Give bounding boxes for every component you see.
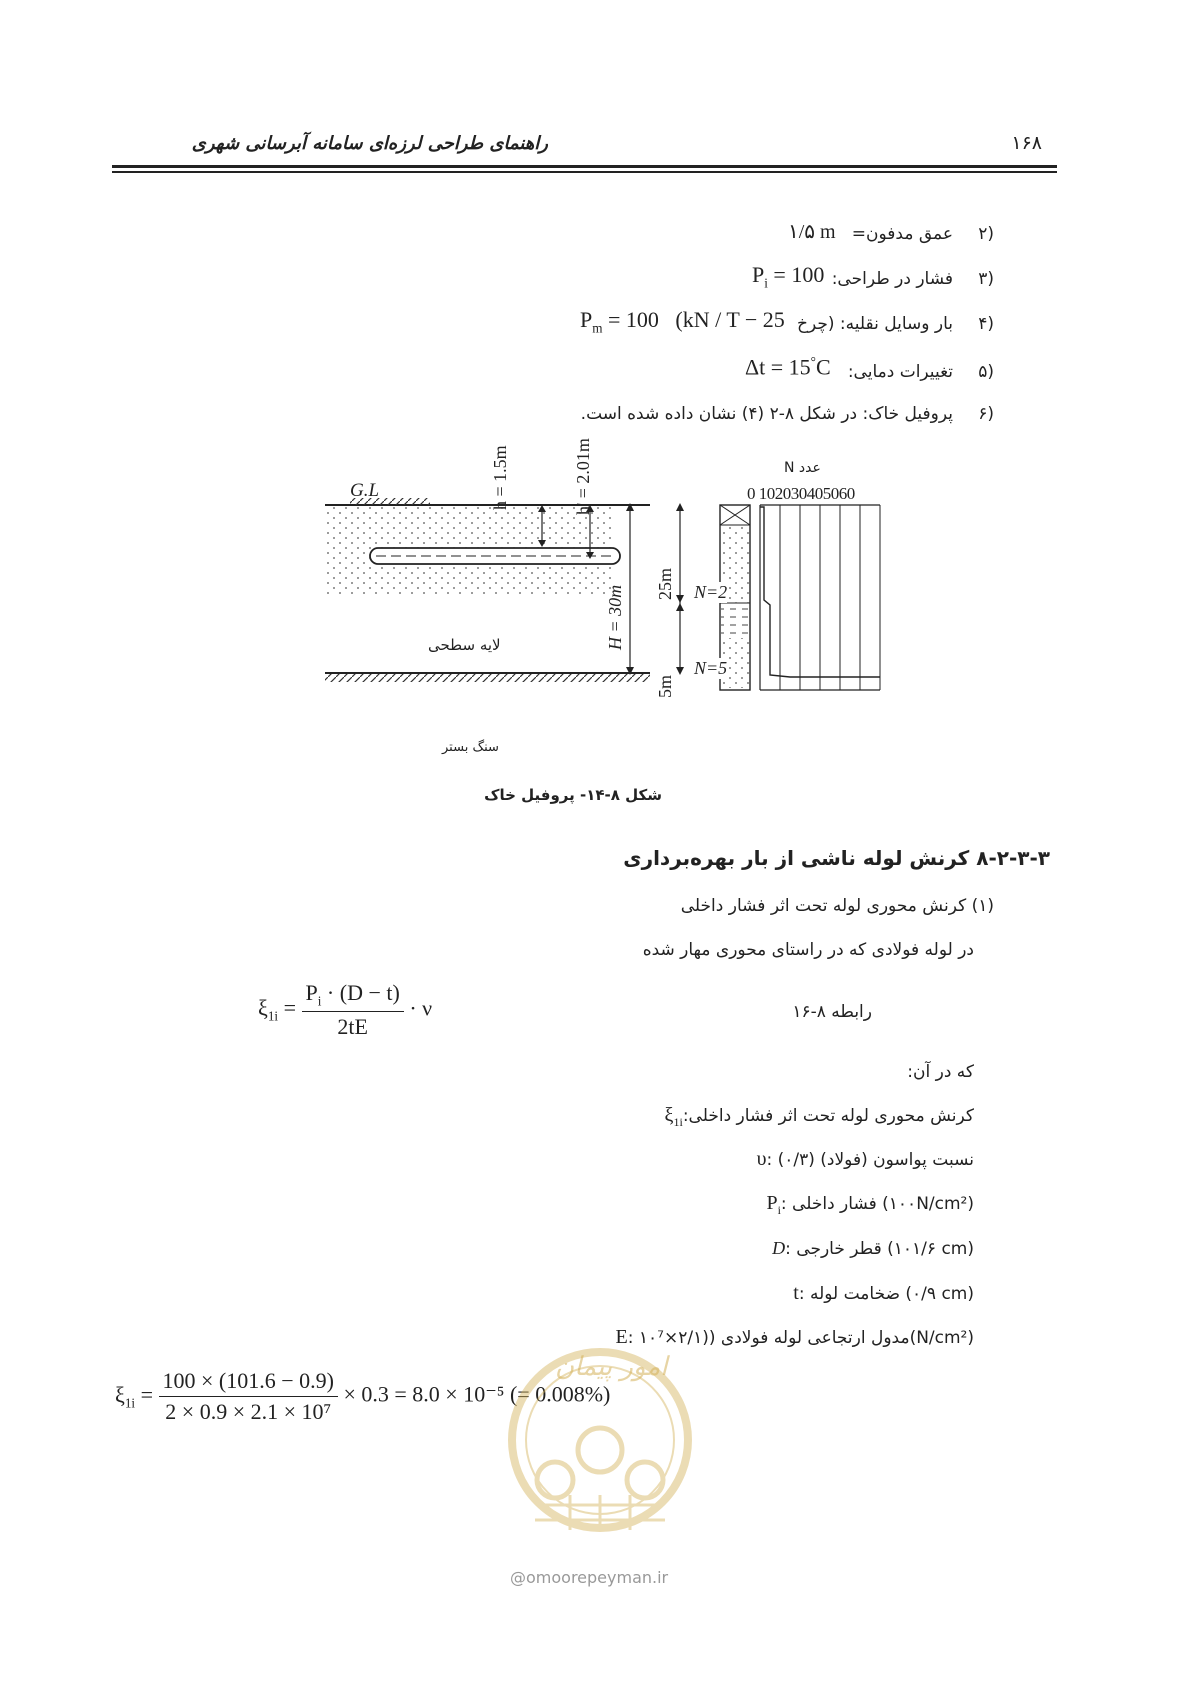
upper-depth-label: 25m xyxy=(655,567,675,600)
header-rule-thin xyxy=(112,171,1057,173)
definition-row: D: قطر خارجی (۱۰۱/۶ cm) xyxy=(772,1238,974,1259)
section-heading: ۸-۲-۳-۳ کرنش لوله ناشی از بار بهره‌برداری xyxy=(623,846,1050,870)
n-tick: 50 xyxy=(822,484,839,503)
subsection-item: (۱) کرنش محوری لوله تحت اثر فشار داخلی xyxy=(680,896,994,916)
n-tick: 10 xyxy=(758,484,775,503)
page-number: ۱۶۸ xyxy=(1011,132,1042,154)
list-item-math: $P_m = 100$ (kN / T − 25 xyxy=(580,307,785,336)
gl-label: G.L xyxy=(350,480,380,501)
n-upper-label: N=2 xyxy=(694,582,728,602)
figure-caption: شکل ۸-۱۴- پروفیل خاک xyxy=(484,786,662,804)
watermark-url: @omoorepeyman.ir xyxy=(510,1568,669,1587)
where-label: که در آن: xyxy=(907,1062,974,1082)
definition-row: $\xi_{1i}:کرنش$ محوری لوله تحت اثر فشار داخلی xyxy=(664,1104,974,1129)
definition-text: : مدول ارتجاعی لوله فولادی ((۲/۱×۱۰⁷(N/cm²) xyxy=(627,1328,974,1348)
list-item-text: تغییرات دمایی: xyxy=(847,362,953,382)
list-item-math: $P_i = 100$ xyxy=(752,262,825,291)
list-number: ۶) xyxy=(978,404,994,424)
formula-tail: · ν xyxy=(409,995,433,1021)
definition-row: t: ضخامت لوله (۰/۹ cm) xyxy=(793,1282,974,1304)
formula-denominator: 2 × 0.9 × 2.1 × 10⁷ xyxy=(165,1399,332,1424)
formula-16 xyxy=(258,980,432,1040)
list-item-text: فشار در طراحی: xyxy=(831,269,953,289)
relation-label: رابطه ۸-۱۶ xyxy=(792,1002,872,1022)
bedrock-label: سنگ بستر xyxy=(442,740,499,755)
watermark-brand: امور پیمان xyxy=(555,1352,668,1382)
formula-denominator: 2tE xyxy=(337,1014,368,1040)
lower-depth-label: 5m xyxy=(655,674,675,698)
h-prime-label: h' = 2.01m xyxy=(573,438,593,515)
formula-fraction xyxy=(302,980,404,1040)
definition-text: : فشار داخلی (۱۰۰N/cm²) xyxy=(780,1194,974,1214)
list-number: ۵) xyxy=(978,362,994,382)
n-axis-title: عدد N xyxy=(784,460,821,476)
definition-row: υ: نسبت پواسون (فولاد) (۰/۳) xyxy=(756,1148,974,1170)
list-item-math: Δt = 15°C xyxy=(745,354,831,380)
list-number: ۲) xyxy=(978,224,994,244)
formula-lhs: $\xi_{1i}$ = xyxy=(115,1381,153,1410)
formula-tail: × 0.3 = 8.0 × 10⁻⁵ (= 0.008%) xyxy=(343,1381,611,1407)
n-axis-ticks xyxy=(747,484,855,504)
h-label: h = 1.5m xyxy=(490,445,510,510)
definition-text: : قطر خارجی (۱۰۱/۶ cm) xyxy=(785,1239,974,1259)
running-header-title: راهنمای طراحی لرزه‌ای سامانه آبرسانی شهری xyxy=(191,133,548,154)
definition-text: : ضخامت لوله (۰/۹ cm) xyxy=(798,1284,974,1304)
n-tick: 30 xyxy=(790,484,807,503)
list-number: ۳) xyxy=(978,269,994,289)
formula-fraction xyxy=(159,1368,338,1425)
n-tick: 20 xyxy=(774,484,791,503)
list-item-math: ۱/۵ m xyxy=(788,221,836,243)
n-lower-label: N=5 xyxy=(694,658,728,678)
n-tick: 0 xyxy=(747,484,755,503)
big-h-label: H = 30m xyxy=(605,584,625,650)
n-tick: 60 xyxy=(838,484,855,503)
list-item-text: بار وسایل نقلیه: (چرخ xyxy=(797,314,953,334)
definition-text: : نسبت پواسون (فولاد) (۰/۳) xyxy=(766,1150,974,1170)
list-item-text: پروفیل خاک: در شکل ۸-۲ (۴) نشان داده شده است. xyxy=(580,404,953,424)
definition-text: :کرنش محوری لوله تحت اثر فشار داخلی xyxy=(682,1106,974,1126)
definition-row: E: مدول ارتجاعی لوله فولادی ((۲/۱×۱۰⁷(N/cm²) xyxy=(615,1326,974,1348)
body-text: در لوله فولادی که در راستای محوری مهار شده xyxy=(642,940,974,960)
definition-row: $P_i$: فشار داخلی (۱۰۰N/cm²) xyxy=(766,1192,974,1217)
formula-lhs: $\xi_{1i}$ = xyxy=(258,995,296,1024)
header-rule-thick xyxy=(112,165,1057,168)
surface-layer-label: لایه سطحی xyxy=(428,636,501,654)
list-item-text: عمق مدفون= xyxy=(851,224,953,244)
formula-numerator: $P_i \cdot (D - t)$ xyxy=(302,980,404,1012)
n-tick: 40 xyxy=(806,484,823,503)
formula-numerator: 100 × (101.6 − 0.9) xyxy=(159,1368,338,1397)
list-number: ۴) xyxy=(978,314,994,334)
